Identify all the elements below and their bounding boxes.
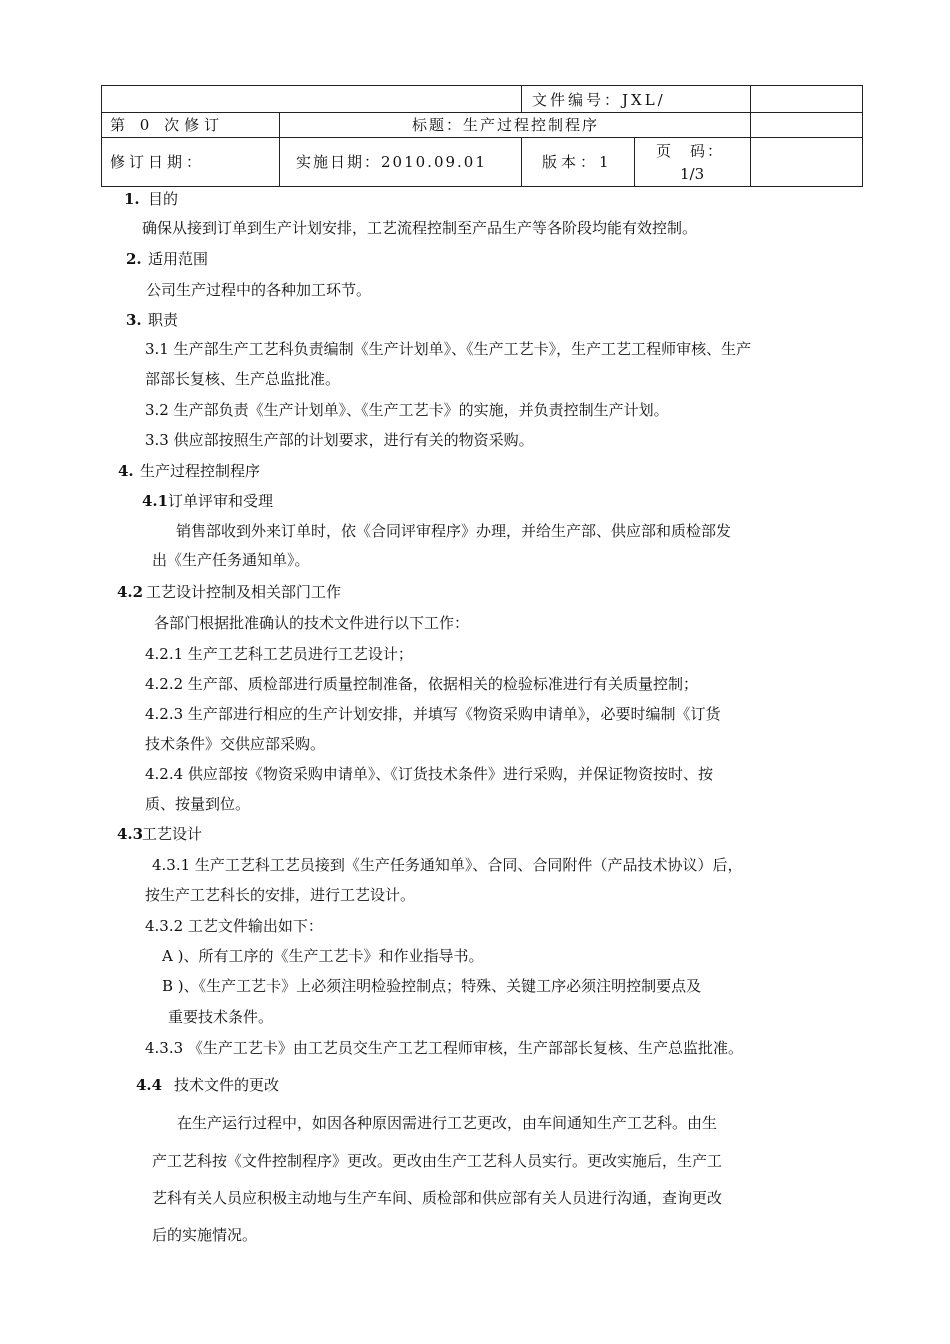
paragraph: 3.2 生产部负责《生产计划单》、《生产工艺卡》的实施，并负责控制生产计划。 [145,401,669,419]
section-4-3-title: 工艺设计 [142,825,203,843]
paragraph: 艺科有关人员应积极主动地与生产车间、质检部和供应部有关人员进行沟通，查询更改 [152,1189,723,1207]
paragraph: 技术条件》交供应部采购。 [145,735,326,753]
paragraph: 出《生产任务通知单》。 [152,551,310,569]
table-rule [521,86,522,112]
document-title: 标题：生产过程控制程序 [412,116,600,134]
revision-label: 第 0 次修订 [110,116,225,134]
section-4-1-title: 订单评审和受理 [168,492,274,510]
page-label: 页 码： [656,141,725,160]
page-number: 1/3 [680,165,705,183]
section-1-title: 目的 [148,190,179,208]
table-rule [521,137,522,186]
paragraph: 4.2.2 生产部、质检部进行质量控制准备，依据相关的检验标准进行有关质量控制； [145,675,698,693]
paragraph: 重要技术条件。 [168,1008,274,1026]
revision-date-label: 修订日期： [110,153,206,171]
paragraph: 质、按量到位。 [145,795,251,813]
table-rule [634,137,635,186]
paragraph: 4.2.1 生产工艺科工艺员进行工艺设计； [145,645,413,663]
section-1-number: 1. [124,190,140,208]
paragraph: 产工艺科按《文件控制程序》更改。更改由生产工艺科人员实行。更改实施后，生产工 [152,1152,723,1170]
paragraph: 确保从接到订单到生产计划安排，工艺流程控制至产品生产等各阶段均能有效控制。 [142,219,698,237]
paragraph: 4.2.3 生产部进行相应的生产计划安排，并填写《物资采购申请单》，必要时编制《订货 [145,705,721,723]
section-4-4-number: 4.4 [136,1076,163,1094]
section-2-title: 适用范围 [148,250,209,268]
paragraph: 后的实施情况。 [152,1226,258,1244]
effective-date-label: 实施日期：2010.09.01 [296,153,487,171]
section-4-4-title: 技术文件的更改 [174,1076,280,1094]
paragraph: 按生产工艺科长的安排，进行工艺设计。 [145,886,416,904]
paragraph: 3.3 供应部按照生产部的计划要求，进行有关的物资采购。 [145,431,534,449]
paragraph: 4.3.2 工艺文件输出如下： [145,917,323,935]
paragraph: 在生产运行过程中，如因各种原因需进行工艺更改，由车间通知生产工艺科。由生 [177,1114,718,1132]
section-4-1-number: 4.1 [142,492,169,510]
document-header-table [101,85,863,187]
paragraph: 各部门根据批准确认的技术文件进行以下工作： [154,614,470,632]
paragraph: B )、《生产工艺卡》上必须注明检验控制点；特殊、关键工序必须注明控制要点及 [162,977,702,995]
paragraph: 4.3.1 生产工艺科工艺员接到《生产任务通知单》、合同、合同附件（产品技术协议）后， [152,856,743,874]
section-3-title: 职责 [148,311,179,329]
table-rule [750,86,751,186]
section-4-number: 4. [118,462,134,480]
section-4-3-number: 4.3 [117,825,144,843]
section-3-number: 3. [126,311,142,329]
doc-number-label: 文件编号：JXL/ [532,90,666,109]
version-label: 版本：1 [542,153,613,171]
paragraph: 销售部收到外来订单时，依《合同评审程序》办理，并给生产部、供应部和质检部发 [176,522,732,540]
paragraph: 3.1 生产部生产工艺科负责编制《生产计划单》、《生产工艺卡》，生产工艺工程师审核、生产 [145,340,752,358]
paragraph: 4.3.3 《生产工艺卡》由工艺员交生产工艺工程师审核，生产部部长复核、生产总监批准。 [145,1039,743,1057]
section-4-2-number: 4.2 [117,583,144,601]
section-4-2-title: 工艺设计控制及相关部门工作 [146,583,342,601]
paragraph: 4.2.4 供应部按《物资采购申请单》、《订货技术条件》进行采购，并保证物资按时、按 [145,765,713,783]
paragraph: 公司生产过程中的各种加工环节。 [146,281,372,299]
paragraph: A )、所有工序的《生产工艺卡》和作业指导书。 [162,947,484,965]
paragraph: 部部长复核、生产总监批准。 [145,370,341,388]
section-4-title: 生产过程控制程序 [140,462,261,480]
section-2-number: 2. [126,250,142,268]
table-rule [279,112,280,186]
